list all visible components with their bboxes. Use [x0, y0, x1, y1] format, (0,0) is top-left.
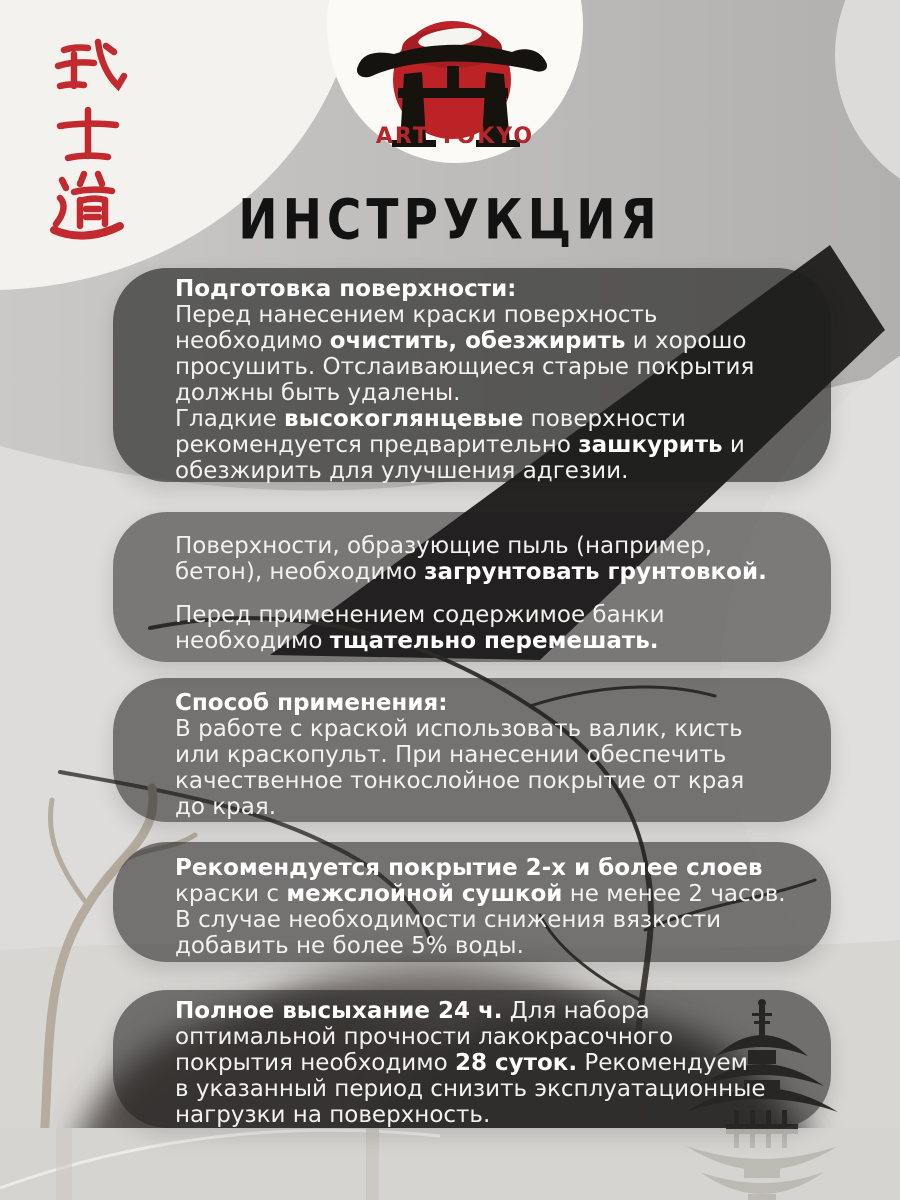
- text-line: качественное тонкослойное покрытие от края: [175, 768, 745, 794]
- instruction-block-priming: [113, 512, 831, 662]
- text-line: рекомендуется предварительно зашкурить и: [175, 432, 745, 458]
- instruction-block-surface-preparation: [113, 268, 831, 482]
- text-line: Подготовка поверхности:: [175, 276, 517, 302]
- text-line: или краскопульт. При нанесении обеспечить: [175, 742, 727, 768]
- text-line: В случае необходимости снижения вязкости: [175, 907, 722, 933]
- text-line: обезжирить для улучшения адгезии.: [175, 458, 629, 484]
- text-line: краски с межслойной сушкой не менее 2 часов.: [175, 881, 786, 907]
- instruction-block-layers: [113, 842, 831, 962]
- text-line: Перед нанесением краски поверхность: [175, 302, 658, 328]
- text-line: необходимо тщательно перемешать.: [175, 628, 659, 654]
- text-line: Способ применения:: [175, 690, 448, 716]
- text-line: Гладкие высокоглянцевые поверхности: [175, 406, 686, 432]
- brand-name: ART TOKYO: [375, 124, 535, 149]
- text-line: Поверхности, образующие пыль (например,: [175, 533, 713, 559]
- text-line: В работе с краской использовать валик, кисть: [175, 716, 743, 742]
- text-line: Рекомендуется покрытие 2-х и более слоев: [175, 855, 763, 881]
- text-line: в указанный период снизить эксплуатационные: [175, 1076, 766, 1102]
- instruction-block-drying: [113, 990, 831, 1128]
- text-line: должны быть удалены.: [175, 380, 461, 406]
- brand-logo: [300, 0, 610, 170]
- text-line: нагрузки на поверхность.: [175, 1102, 491, 1128]
- text-line: добавить не более 5% воды.: [175, 933, 524, 959]
- instruction-block-application-method: [113, 678, 831, 822]
- text-line: бетон), необходимо загрунтовать грунтовкой.: [175, 559, 767, 585]
- page-title: ИНСТРУКЦИЯ: [238, 188, 662, 253]
- text-line: Перед применением содержимое банки: [175, 602, 665, 628]
- text-line: покрытия необходимо 28 суток. Рекомендуем: [175, 1050, 748, 1076]
- text-line: [175, 585, 795, 602]
- text-line: Полное высыхание 24 ч. Для набора: [175, 998, 650, 1024]
- text-line: просушить. Отслаивающиеся старые покрытия: [175, 354, 755, 380]
- text-line: необходимо очистить, обезжирить и хорошо: [175, 328, 747, 354]
- text-line: до края.: [175, 794, 277, 820]
- text-line: оптимальной прочности лакокрасочного: [175, 1024, 674, 1050]
